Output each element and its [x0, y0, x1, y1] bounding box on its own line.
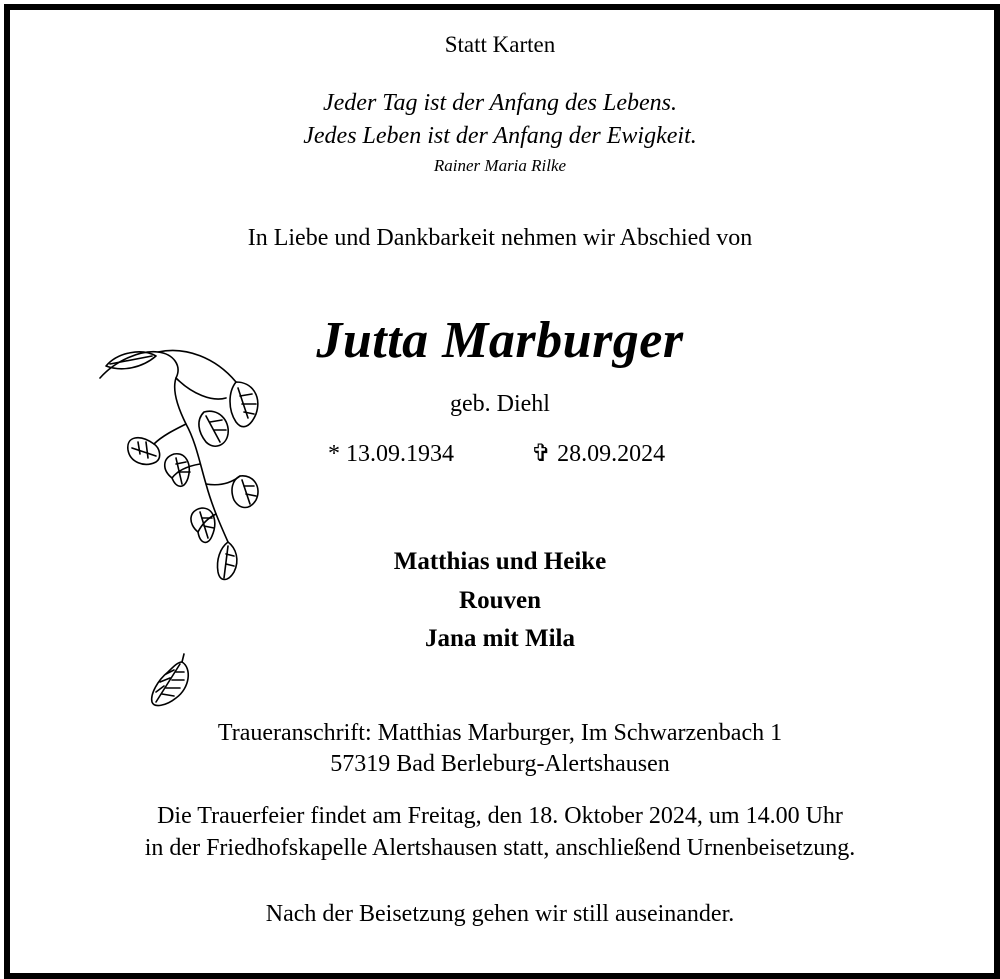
quote-line-1: Jeder Tag ist der Anfang des Lebens.: [323, 90, 677, 116]
family-member: Rouven: [459, 587, 541, 614]
birch-branch-icon: [96, 338, 266, 588]
ceremony-line-2: in der Friedhofskapelle Alertshausen statt, anschließend Urnenbeisetzung.: [144, 835, 856, 861]
quote-author: Rainer Maria Rilke: [433, 156, 567, 175]
family-member: Matthias und Heike: [393, 548, 607, 575]
ceremony-line-1: Die Trauerfeier findet am Freitag, den 18. Oktober 2024, um 14.00 Uhr: [157, 803, 843, 829]
quote-line-2: Jedes Leben ist der Anfang der Ewigkeit.: [303, 123, 697, 149]
mourning-address-line-1: Traueranschrift: Matthias Marburger, Im Schwarzenbach 1: [217, 720, 783, 746]
family-member: Jana mit Mila: [425, 625, 575, 652]
cross-icon: ✞: [531, 441, 552, 467]
lead-text: In Liebe und Dankbarkeit nehmen wir Abschied von: [247, 225, 753, 251]
deceased-name: Jutta Marburger: [316, 312, 684, 369]
death-date-group: [531, 442, 665, 466]
death-date: 28.09.2024: [557, 441, 666, 467]
header-statt-karten: Statt Karten: [444, 32, 556, 57]
closing-text: Nach der Beisetzung gehen wir still auseinander.: [265, 901, 735, 927]
falling-leaf-icon: [148, 650, 194, 712]
birth-date: * 13.09.1934: [328, 441, 454, 467]
mourning-address-line-2: 57319 Bad Berleburg-Alertshausen: [330, 751, 670, 777]
maiden-name: geb. Diehl: [450, 391, 550, 417]
